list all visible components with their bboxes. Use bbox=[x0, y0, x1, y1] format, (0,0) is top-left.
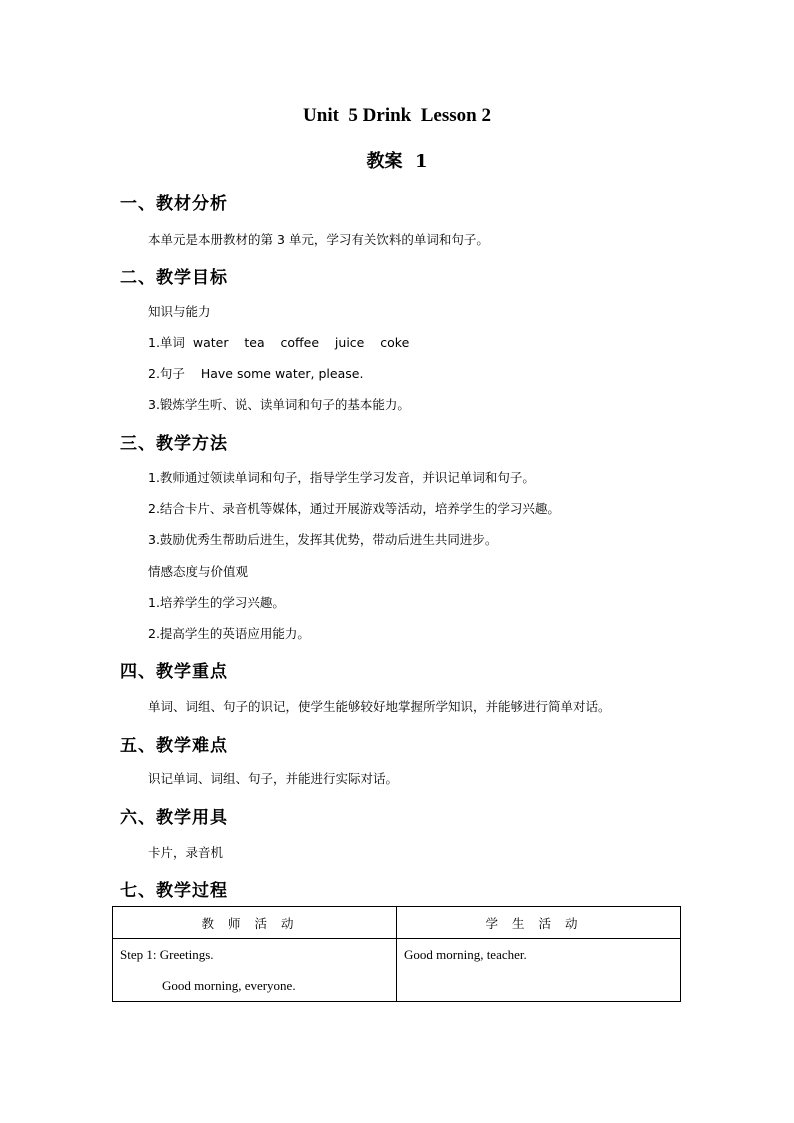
section-paragraph: 卡片，录音机 bbox=[148, 845, 224, 860]
section-heading-teaching-aids: 六、教学用具 bbox=[120, 808, 228, 828]
teacher-activity-cell bbox=[113, 939, 397, 1002]
section-heading-teaching-methods: 三、教学方法 bbox=[120, 434, 228, 454]
section-paragraph: 单词、词组、句子的识记，使学生能够较好地掌握所学知识，并能够进行简单对话。 bbox=[148, 699, 611, 714]
student-activity-cell bbox=[397, 939, 681, 1002]
document-subtitle: 教案 1 bbox=[366, 151, 428, 172]
section-heading-textbook-analysis: 一、教材分析 bbox=[120, 194, 228, 214]
table-header-row bbox=[113, 907, 681, 939]
section-paragraph: 识记单词、词组、句子，并能进行实际对话。 bbox=[148, 771, 399, 786]
section-paragraph: 2.提高学生的英语应用能力。 bbox=[148, 626, 310, 641]
teacher-step-line: Step 1: Greetings. bbox=[120, 947, 214, 962]
section-heading-difficult-points: 五、教学难点 bbox=[120, 736, 228, 756]
section-paragraph: 1.教师通过领读单词和句子，指导学生学习发音，并识记单词和句子。 bbox=[148, 470, 535, 485]
section-heading-teaching-goals: 二、教学目标 bbox=[120, 268, 228, 288]
section-paragraph: 3.鼓励优秀生帮助后进生，发挥其优势，带动后进生共同进步。 bbox=[148, 532, 498, 547]
section-heading-key-points: 四、教学重点 bbox=[120, 662, 228, 682]
table-header-student-activity: 学生活动 bbox=[397, 907, 681, 939]
document-title: Unit 5 Drink Lesson 2 bbox=[303, 105, 491, 126]
table-row bbox=[113, 939, 681, 1002]
student-response-line: Good morning, teacher. bbox=[404, 947, 527, 962]
section-paragraph: 1.培养学生的学习兴趣。 bbox=[148, 595, 285, 610]
table-header-teacher-activity: 教师活动 bbox=[113, 907, 397, 939]
teaching-process-table bbox=[112, 906, 681, 1002]
section-paragraph: 情感态度与价值观 bbox=[148, 564, 249, 579]
vocabulary-line: 1.单词 water tea coffee juice coke bbox=[148, 335, 410, 350]
sentence-line: 2.句子 Have some water, please. bbox=[148, 366, 364, 381]
section-heading-teaching-process: 七、教学过程 bbox=[120, 881, 228, 901]
teacher-greeting-line: Good morning, everyone. bbox=[162, 978, 296, 993]
section-paragraph: 知识与能力 bbox=[148, 304, 211, 319]
section-paragraph: 本单元是本册教材的第 3 单元，学习有关饮料的单词和句子。 bbox=[148, 232, 489, 247]
section-paragraph: 3.锻炼学生听、说、读单词和句子的基本能力。 bbox=[148, 397, 410, 412]
section-paragraph: 2.结合卡片、录音机等媒体，通过开展游戏等活动，培养学生的学习兴趣。 bbox=[148, 501, 560, 516]
